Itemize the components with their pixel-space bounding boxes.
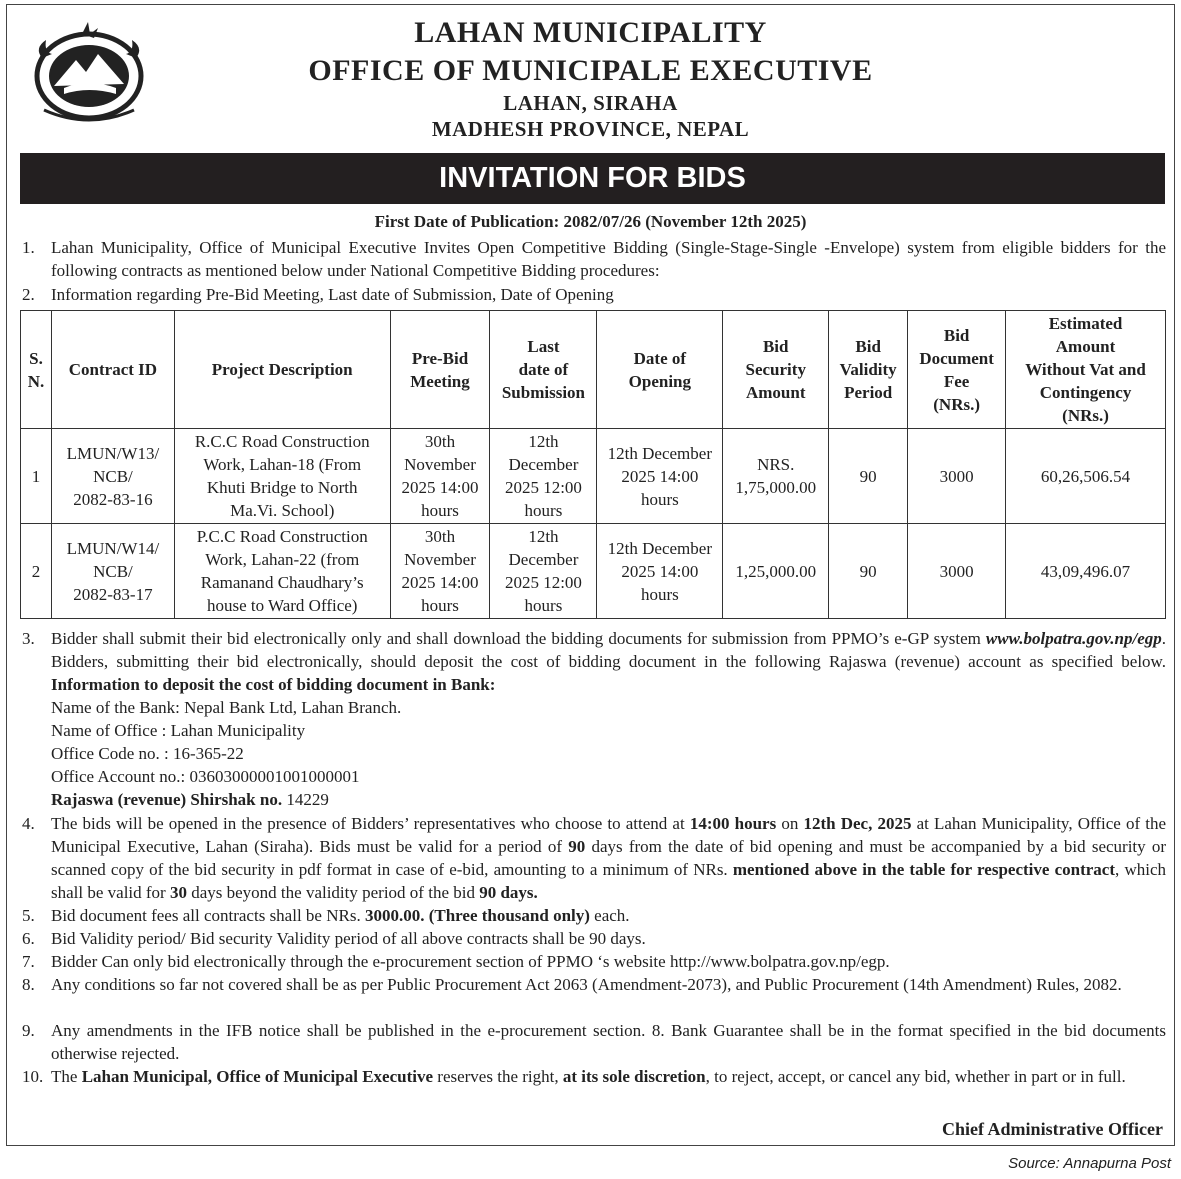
rajaswa-value: 14229 bbox=[282, 790, 329, 809]
clause-text: Bidder Can only bid electronically through the e-procurement section of PPMO ‘s website http://www.bolpatra.gov.np/egp. bbox=[51, 952, 890, 971]
clause-text: , which shall be valid for bbox=[51, 860, 1167, 902]
clause-8 bbox=[22, 973, 1166, 996]
cell-fee: 3000 bbox=[908, 429, 1006, 524]
office-code: Office Code no. : 16-365-22 bbox=[51, 744, 244, 763]
egp-link[interactable]: www.bolpatra.gov.np/egp bbox=[985, 629, 1162, 648]
cell-fee: 3000 bbox=[908, 524, 1006, 619]
clause-number: 3. bbox=[22, 629, 35, 648]
col-header-estimated: Estimated Amount Without Vat and Contingency (NRs.) bbox=[1006, 311, 1166, 429]
extra-days: 30 bbox=[169, 883, 187, 902]
security-reference: mentioned above in the table for respective contract bbox=[732, 860, 1116, 879]
col-header-contract-id: Contract ID bbox=[51, 311, 174, 429]
document-fee: 3000.00. (Three thousand only) bbox=[364, 906, 590, 925]
clause-9 bbox=[22, 1019, 1166, 1065]
clause-10 bbox=[22, 1065, 1166, 1088]
bid-validity: 90 days. bbox=[479, 883, 538, 902]
discretion-phrase: at its sole discretion bbox=[562, 1067, 706, 1086]
cell-opening: 12th December 2025 14:00 hours bbox=[597, 524, 723, 619]
clause-text: Bid document fees all contracts shall be NRs. bbox=[51, 906, 365, 925]
clause-text: at Lahan Municipality, Office of the Municipal Executive, Lahan (Siraha). Bids must be valid for a period of bbox=[51, 814, 1167, 856]
cell-estimated: 60,26,506.54 bbox=[1006, 429, 1166, 524]
cell-security: NRS. 1,75,000.00 bbox=[723, 429, 829, 524]
col-header-fee: Bid Document Fee (NRs.) bbox=[908, 311, 1006, 429]
clause-number: 10. bbox=[22, 1067, 44, 1086]
cell-security: 1,25,000.00 bbox=[723, 524, 829, 619]
title-banner: INVITATION FOR BIDS bbox=[20, 153, 1165, 204]
cell-contract-id: LMUN/W13/ NCB/ 2082-83-16 bbox=[51, 429, 174, 524]
col-header-sn: S. N. bbox=[21, 311, 52, 429]
col-header-last-date: Last date of Submission bbox=[490, 311, 597, 429]
cell-last-date: 12th December 2025 12:00 hours bbox=[490, 429, 597, 524]
clause-7 bbox=[22, 950, 1166, 973]
opening-date: 12th Dec, 2025 bbox=[803, 814, 912, 833]
rajaswa-label: Rajaswa (revenue) Shirshak no. bbox=[51, 790, 283, 809]
cell-sn: 2 bbox=[21, 524, 52, 619]
cell-sn: 1 bbox=[21, 429, 52, 524]
header-line-2: OFFICE OF MUNICIPALE EXECUTIVE bbox=[308, 54, 873, 87]
table-row bbox=[21, 429, 1166, 524]
col-header-security: Bid Security Amount bbox=[723, 311, 829, 429]
col-header-validity: Bid Validity Period bbox=[829, 311, 908, 429]
clause-text: days beyond the validity period of the bid bbox=[186, 883, 480, 902]
cell-prebid: 30th November 2025 14:00 hours bbox=[390, 524, 490, 619]
clause-text: Any conditions so far not covered shall be as per Public Procurement Act 2063 (Amendment-2073), and Public Procurement (14th Amendment) Rules, 2082. bbox=[51, 975, 1122, 994]
clause-text: Lahan Municipality, Office of Municipal Executive Invites Open Competitive Bidding (Single-Stage-Single -Envelope) system from eligible bidders for the following contracts as mentioned below under National Competitive Bidding procedures: bbox=[51, 238, 1166, 280]
clause-text: days from the date of bid opening and must be accompanied by a bid security or scanned copy of the bid security in pdf format in case of e-bid, amounting to a minimum of NRs. bbox=[51, 837, 1167, 879]
cell-prebid: 30th November 2025 14:00 hours bbox=[390, 429, 490, 524]
clause-text: . Bidders, submitting their bid electronically, should deposit the cost of bidding document in the following Rajaswa (revenue) account as specified below. bbox=[51, 629, 1166, 671]
cell-last-date: 12th December 2025 12:00 hours bbox=[490, 524, 597, 619]
cell-validity: 90 bbox=[829, 524, 908, 619]
cell-project: P.C.C Road Construction Work, Lahan-22 (from Ramanand Chaudhary’s house to Ward Office) bbox=[174, 524, 390, 619]
clause-text: Any amendments in the IFB notice shall be published in the e-procurement section. 8. Bank Guarantee shall be in the format specified in the bid documents otherwise rejected. bbox=[51, 1021, 1166, 1063]
office-account: Office Account no.: 03603000001001000001 bbox=[51, 767, 360, 786]
clause-text: Information regarding Pre-Bid Meeting, Last date of Submission, Date of Opening bbox=[51, 285, 614, 304]
source-credit: Source: Annapurna Post bbox=[1008, 1155, 1171, 1172]
clause-text: The bbox=[51, 1067, 82, 1086]
clause-3 bbox=[22, 627, 1166, 811]
clause-6 bbox=[22, 927, 1166, 950]
bank-name: Name of the Bank: Nepal Bank Ltd, Lahan Branch. bbox=[51, 698, 402, 717]
office-name: Name of Office : Lahan Municipality bbox=[51, 721, 306, 740]
clause-number: 2. bbox=[22, 285, 35, 304]
clause-4 bbox=[22, 812, 1166, 904]
signature-title: Chief Administrative Officer bbox=[942, 1119, 1163, 1139]
col-header-opening: Date of Opening bbox=[597, 311, 723, 429]
cell-validity: 90 bbox=[829, 429, 908, 524]
clause-text: on bbox=[776, 814, 804, 833]
cell-contract-id: LMUN/W14/ NCB/ 2082-83-17 bbox=[51, 524, 174, 619]
publication-date: First Date of Publication: 2082/07/26 (November 12th 2025) bbox=[374, 212, 807, 231]
issuer-name: Lahan Municipal, Office of Municipal Executive bbox=[81, 1067, 434, 1086]
header-line-1: LAHAN MUNICIPALITY bbox=[414, 16, 767, 49]
col-header-prebid: Pre-Bid Meeting bbox=[390, 311, 490, 429]
clause-number: 8. bbox=[22, 975, 35, 994]
clause-text: each. bbox=[589, 906, 630, 925]
clause-number: 5. bbox=[22, 906, 35, 925]
clause-text: The bids will be opened in the presence of Bidders’ representatives who choose to attend at bbox=[51, 814, 690, 833]
clause-5 bbox=[22, 904, 1166, 927]
clause-text: reserves the right, bbox=[433, 1067, 563, 1086]
validity-days: 90 bbox=[568, 837, 586, 856]
col-header-project: Project Description bbox=[174, 311, 390, 429]
cell-opening: 12th December 2025 14:00 hours bbox=[597, 429, 723, 524]
clause-text: Bid Validity period/ Bid security Validity period of all above contracts shall be 90 days. bbox=[51, 929, 646, 948]
bank-info-heading: Information to deposit the cost of bidding document in Bank: bbox=[51, 675, 496, 694]
header-line-4: MADHESH PROVINCE, NEPAL bbox=[431, 117, 750, 141]
clause-2 bbox=[22, 283, 1166, 306]
clause-text: , to reject, accept, or cancel any bid, whether in part or in full. bbox=[705, 1067, 1126, 1086]
header-line-3: LAHAN, SIRAHA bbox=[503, 91, 678, 115]
opening-time: 14:00 hours bbox=[689, 814, 777, 833]
cell-project: R.C.C Road Construction Work, Lahan-18 (From Khuti Bridge to North Ma.Vi. School) bbox=[174, 429, 390, 524]
table-row bbox=[21, 524, 1166, 619]
clause-number: 9. bbox=[22, 1021, 35, 1040]
clause-number: 7. bbox=[22, 952, 35, 971]
cell-estimated: 43,09,496.07 bbox=[1006, 524, 1166, 619]
clause-1 bbox=[22, 236, 1166, 282]
clause-number: 1. bbox=[22, 238, 35, 257]
clause-text: Bidder shall submit their bid electronically only and shall download the bidding documents for submission from PPMO’s e-GP system bbox=[51, 629, 986, 648]
table-header-row bbox=[21, 311, 1166, 429]
clause-number: 4. bbox=[22, 814, 35, 833]
bids-table bbox=[20, 310, 1166, 619]
clause-number: 6. bbox=[22, 929, 35, 948]
